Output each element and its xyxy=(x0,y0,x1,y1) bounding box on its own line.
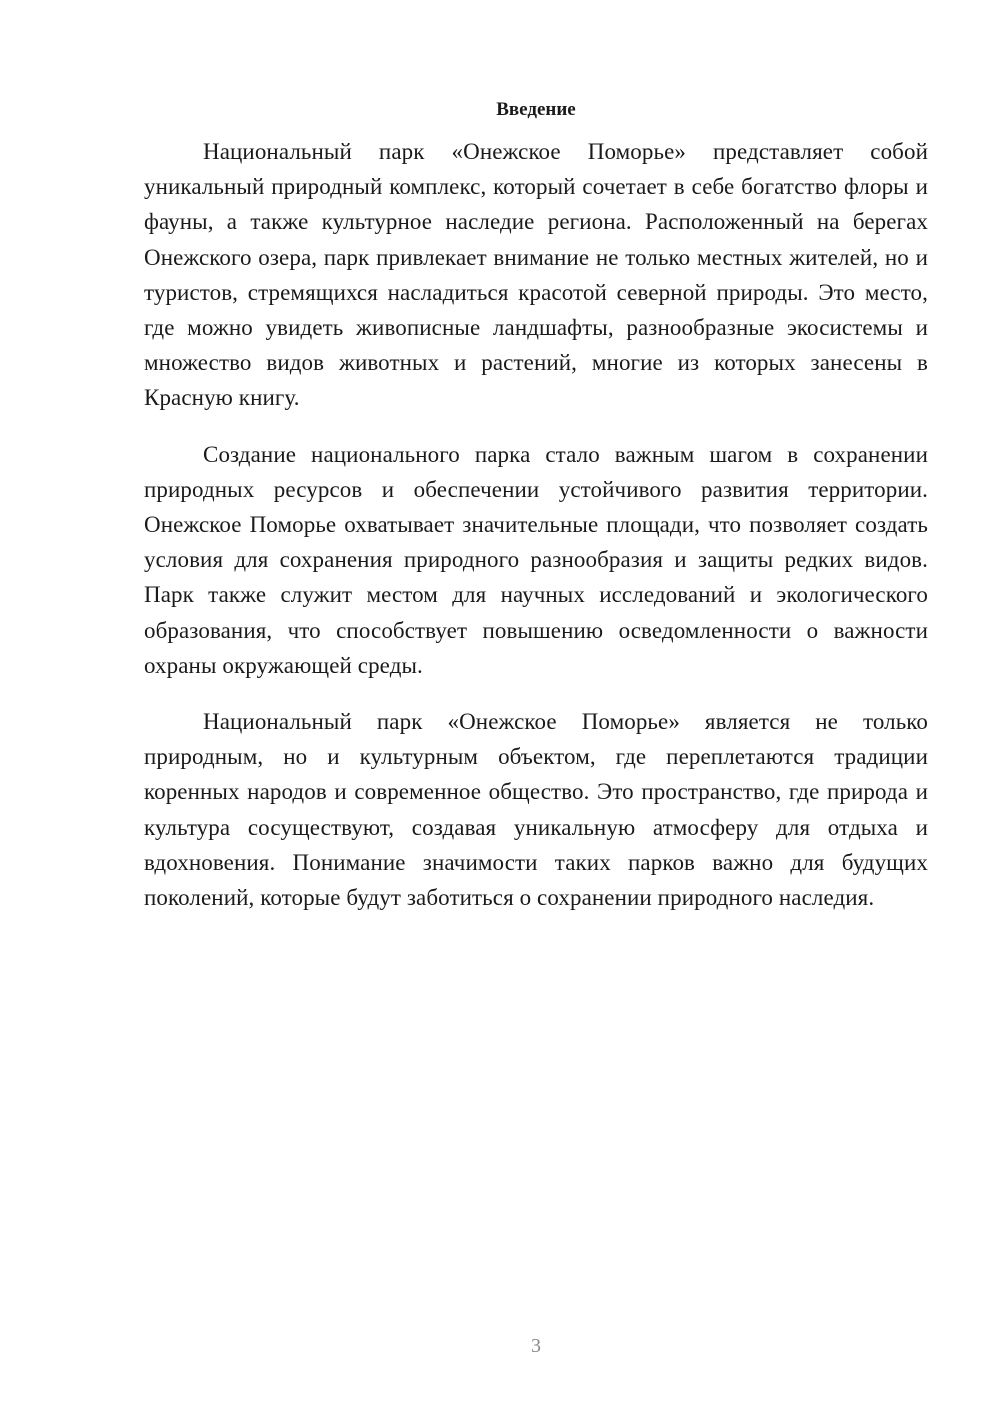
paragraph-3: Национальный парк «Онежское Поморье» является не только природным, но и культурным объектом, где переплетаются традиции коренных народов и современное общество. Это пространство, где природа и культура сосуществуют, создавая уникальную атмосферу для отдыха и вдохновения. Понимание значимости таких парков важно для будущих поколений, которые будут заботиться о сохранении природного наследия. xyxy=(144,709,928,911)
paragraph-2: Создание национального парка стало важным шагом в сохранении природных ресурсов и обеспечении устойчивого развития территории. Онежское Поморье охватывает значительные площади, что позволяет создать условия для сохранения природного разнообразия и защиты редких видов. Парк также служит местом для научных исследований и экологического образования, что способствует повышению осведомленности о важности охраны окружающей среды. xyxy=(144,441,928,678)
section-heading: Введение xyxy=(496,99,576,120)
paragraph-1: Национальный парк «Онежское Поморье» представляет собой уникальный природный комплекс, который сочетает в себе богатство флоры и фауны, а также культурное наследие региона. Расположенный на берегах Онежского озера, парк привлекает внимание не только местных жителей, но и туристов, стремящихся насладиться красотой северной природы. Это место, где можно увидеть живописные ландшафты, разнообразные экосистемы и множество видов животных и растений, многие из которых занесены в Красную книгу. xyxy=(144,139,928,411)
page-number: 3 xyxy=(531,1335,541,1357)
page-content xyxy=(144,96,928,936)
